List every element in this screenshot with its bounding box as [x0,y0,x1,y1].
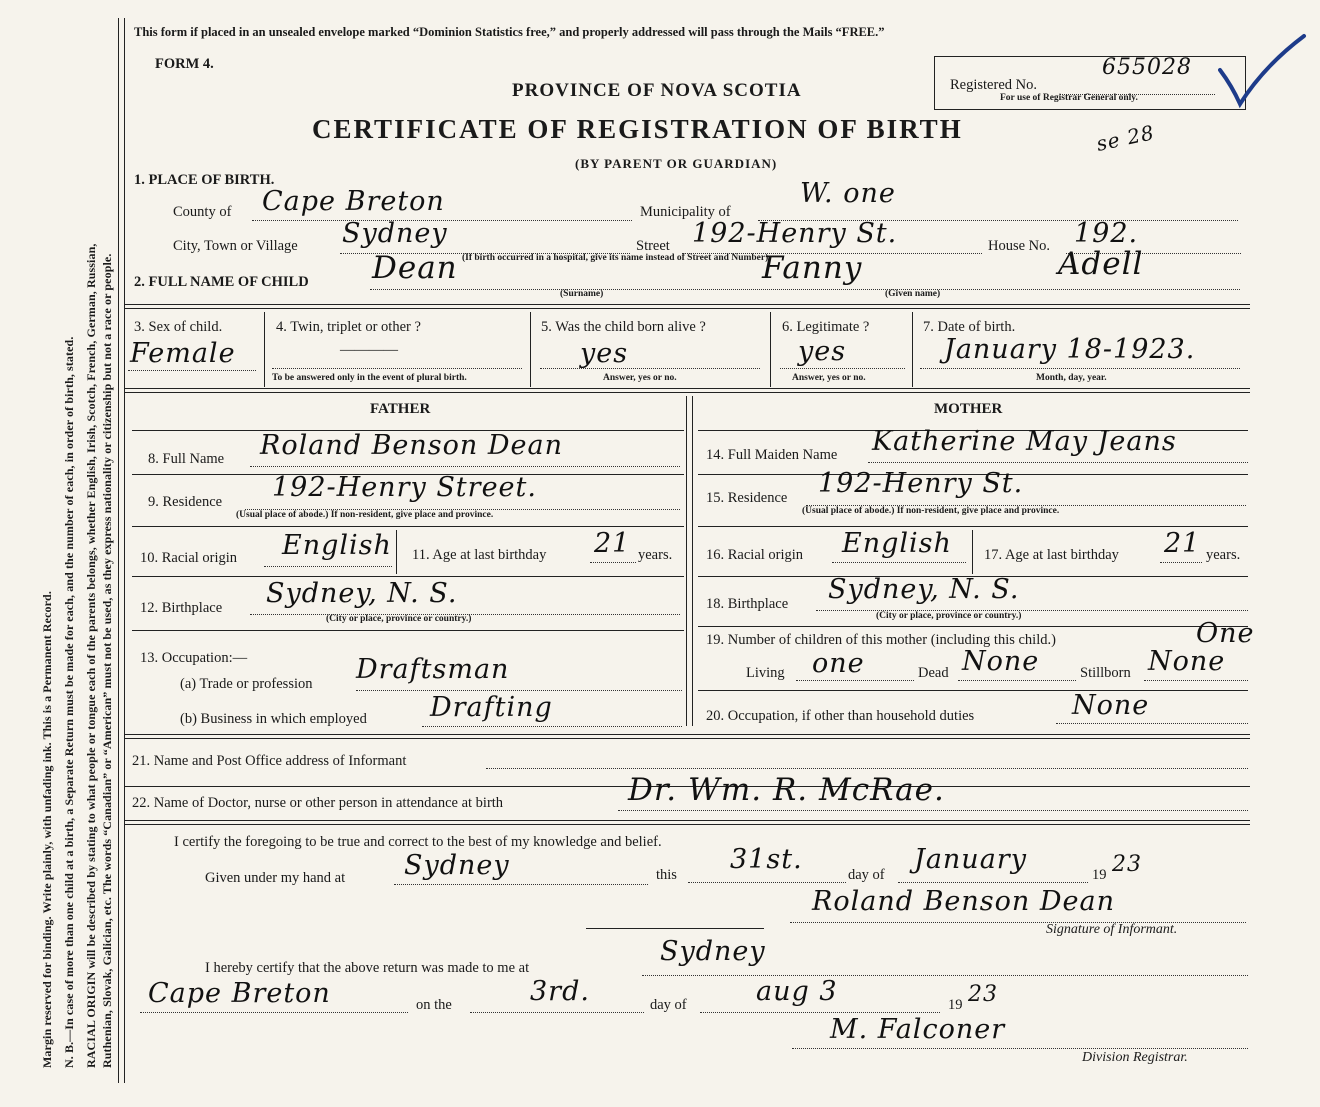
registrar-year-value: 23 [968,982,998,1007]
street-value: 192-Henry St. [692,218,898,249]
father-age-label: 11. Age at last birthday [412,547,547,563]
mother-heading: MOTHER [934,401,1003,417]
informant-signature: Roland Benson Dean [812,886,1115,917]
fill-line [796,680,914,681]
legitimate-note: Answer, yes or no. [792,373,866,383]
fill-line [958,680,1076,681]
father-birthplace-note: (City or place, province or country.) [326,614,472,624]
fill-line [540,368,760,369]
certify-text: I certify the foregoing to be true and correct to the best of my knowledge and belief. [174,834,662,850]
margin-note-multiple-births: N. B.—In case of more than one child at a birth, a Separate Return must be made for each, and the number of each, in order of birth, stated. [62,336,76,1068]
father-business-value: Drafting [430,692,553,723]
form-number: FORM 4. [155,56,214,72]
child-given-name-1: Fanny [762,250,863,286]
surname-caption: (Surname) [560,289,604,299]
column-rule [912,312,913,387]
child-surname-value: Dean [372,250,458,286]
mother-occupation-value: None [1072,690,1150,721]
sex-value: Female [130,338,236,369]
cert-year-value: 23 [1112,852,1142,877]
fill-line [140,1012,408,1013]
mother-years-label: years. [1206,547,1241,563]
page-title: CERTIFICATE OF REGISTRATION OF BIRTH [312,114,963,144]
twin-note: To be answered only in the event of plural birth. [272,373,467,383]
registered-number: 655028 [1102,55,1192,80]
fill-line [792,1048,1248,1049]
mother-birthplace-value: Sydney, N. S. [828,574,1020,605]
dead-value: None [962,646,1040,677]
father-racial-value: English [282,530,392,561]
fill-line [394,884,648,885]
mother-age-value: 21 [1164,528,1201,559]
given-under-label: Given under my hand at [205,870,346,886]
father-birthplace-value: Sydney, N. S. [266,578,458,609]
column-rule [396,530,397,574]
mother-children-value: One [1196,618,1255,649]
doctor-value: Dr. Wm. R. McRae. [628,772,945,808]
registrar-caption: Division Registrar. [1082,1050,1188,1065]
margin-note-binding: Margin reserved for binding. Write plainly, with unfading ink. This is a Permanent Record. [40,591,54,1068]
fill-line [264,566,392,567]
fill-line [356,690,682,691]
registrar-month-value: aug 3 [756,976,838,1007]
fill-line [272,368,522,369]
father-residence-note: (Usual place of abode.) If non-resident, give place and province. [236,510,494,520]
page-subtitle: (BY PARENT OR GUARDIAN) [575,156,778,171]
born-alive-note: Answer, yes or no. [603,373,677,383]
fill-line [868,462,1248,463]
mother-residence-value: 192-Henry St. [818,468,1024,499]
mother-residence-label: 15. Residence [706,490,788,506]
municipality-value: W. one [800,178,896,209]
dob-label: 7. Date of birth. [923,319,1016,335]
father-name-label: 8. Full Name [148,451,225,467]
mother-residence-note: (Usual place of abode.) If non-resident, give place and province. [802,506,1060,516]
section-rule [124,820,1250,825]
fill-line [700,1012,940,1013]
fill-line [920,368,1240,369]
father-trade-label: (a) Trade or profession [180,676,313,692]
fill-line [642,975,1248,976]
column-rule [770,312,771,387]
stillborn-label: Stillborn [1080,665,1131,681]
registrar-day-of-label: day of [650,997,687,1013]
child-given-name-2: Adell [1058,246,1144,282]
mother-name-label: 14. Full Maiden Name [706,447,838,463]
born-alive-label: 5. Was the child born alive ? [541,319,706,335]
place-of-birth-heading: 1. PLACE OF BIRTH. [134,172,275,188]
registered-note: For use of Registrar General only. [1000,93,1138,103]
margin-note-racial-origin-cont: Ruthenian, Slovak, Galician, etc. The words “Canadian” or “American” must not be used, as they express nationality or citizenship but not a race or people. [100,253,114,1068]
column-rule [972,530,973,574]
row-rule [132,526,684,527]
column-rule [530,312,531,387]
mail-notice: This form if placed in an unsealed envelope marked “Dominion Statistics free,” and properly addressed will pass through the Mails “FREE.” [134,25,885,39]
row-rule [132,576,684,577]
doctor-label: 22. Name of Doctor, nurse or other person in attendance at birth [132,795,504,811]
fill-line [370,289,1240,290]
twin-value: ———— [340,342,398,358]
hospital-note: (If birth occurred in a hospital, give its name instead of Street and Number) [462,253,769,263]
registrar-county-value: Cape Breton [148,978,331,1009]
dob-note: Month, day, year. [1036,373,1107,383]
row-rule [698,690,1248,691]
registrar-day-value: 3rd. [530,976,590,1007]
living-label: Living [746,665,785,681]
cert-day-value: 31st. [730,844,803,875]
fill-line [422,726,682,727]
father-occupation-label: 13. Occupation:— [140,650,248,666]
province-heading: PROVINCE OF NOVA SCOTIA [512,80,802,101]
mother-children-label: 19. Number of children of this mother (including this child.) [706,632,1056,648]
dob-value: January 18-1923. [944,334,1196,365]
cert-month-value: January [914,844,1027,875]
father-residence-value: 192-Henry Street. [272,472,537,503]
informant-signature-caption: Signature of Informant. [1046,922,1178,937]
check-mark-icon [1218,28,1308,118]
fill-line [790,922,1246,923]
dead-label: Dead [918,665,949,681]
given-place-value: Sydney [404,850,510,881]
registrar-place-value: Sydney [660,936,766,967]
fill-line [128,370,256,371]
row-rule [586,928,764,929]
house-number-value: 192. [1074,218,1139,249]
row-rule [698,526,1248,527]
column-rule [692,396,693,726]
father-age-value: 21 [594,528,631,559]
row-rule [132,630,684,631]
father-racial-label: 10. Racial origin [140,550,238,566]
fill-line [250,466,680,467]
county-value: Cape Breton [262,186,445,217]
row-rule [698,626,1248,627]
street-label: Street [636,238,670,254]
registrar-signature: M. Falconer [830,1014,1006,1045]
section-rule [124,734,1250,739]
fill-line [832,562,966,563]
mother-birthplace-label: 18. Birthplace [706,596,789,612]
given-name-caption: (Given name) [885,289,941,299]
fill-line [688,882,846,883]
father-heading: FATHER [370,401,431,417]
fill-line [1160,562,1202,563]
living-value: one [812,648,865,679]
father-trade-value: Draftsman [356,654,510,685]
mother-birthplace-note: (City or place, province or country.) [876,611,1022,621]
column-rule [686,396,687,726]
father-years-label: years. [638,547,673,563]
registrar-certify-text: I hereby certify that the above return was made to me at [205,960,530,976]
stillborn-value: None [1148,646,1226,677]
mother-racial-value: English [842,528,952,559]
fill-line [780,368,905,369]
informant-label: 21. Name and Post Office address of Informant [132,753,407,769]
father-name-value: Roland Benson Dean [260,430,563,461]
city-value: Sydney [342,218,448,249]
twin-label: 4. Twin, triplet or other ? [276,319,421,335]
fill-line [618,810,1248,811]
fill-line [1144,680,1248,681]
registrar-year-prefix: 19 [948,997,963,1013]
mother-racial-label: 16. Racial origin [706,547,804,563]
margin-note-racial-origin: RACIAL ORIGIN will be described by stating to what people or tongue each of the parents belongs, whether English, Irish, Scotch, French, German, Russian, [84,243,98,1068]
mother-name-value: Katherine May Jeans [872,426,1177,457]
section-rule [124,388,1250,393]
fill-line [1056,723,1248,724]
father-birthplace-label: 12. Birthplace [140,600,223,616]
this-label: this [656,867,677,883]
municipality-label: Municipality of [640,204,731,220]
county-label: County of [173,204,232,220]
margin-rule [118,18,119,1083]
registrar-on-the-label: on the [416,997,452,1013]
column-rule [264,312,265,387]
city-label: City, Town or Village [173,238,298,254]
sex-label: 3. Sex of child. [134,319,223,335]
registered-label: Registered No. [950,77,1037,93]
child-name-label: 2. FULL NAME OF CHILD [134,274,309,290]
mother-age-label: 17. Age at last birthday [984,547,1119,563]
fill-line [590,562,636,563]
father-business-label: (b) Business in which employed [180,711,367,727]
cert-day-of-label: day of [848,867,885,883]
corner-note: se 28 [1094,120,1157,156]
mother-occupation-label: 20. Occupation, if other than household duties [706,708,975,724]
fill-line [898,882,1088,883]
fill-line [470,1012,644,1013]
section-rule [124,304,1250,309]
margin-rule [124,18,125,1083]
born-alive-value: yes [580,338,629,369]
cert-year-prefix: 19 [1092,867,1107,883]
house-number-label: House No. [988,238,1051,254]
legitimate-label: 6. Legitimate ? [782,319,870,335]
fill-line [486,768,1248,769]
legitimate-value: yes [798,336,847,367]
father-residence-label: 9. Residence [148,494,223,510]
